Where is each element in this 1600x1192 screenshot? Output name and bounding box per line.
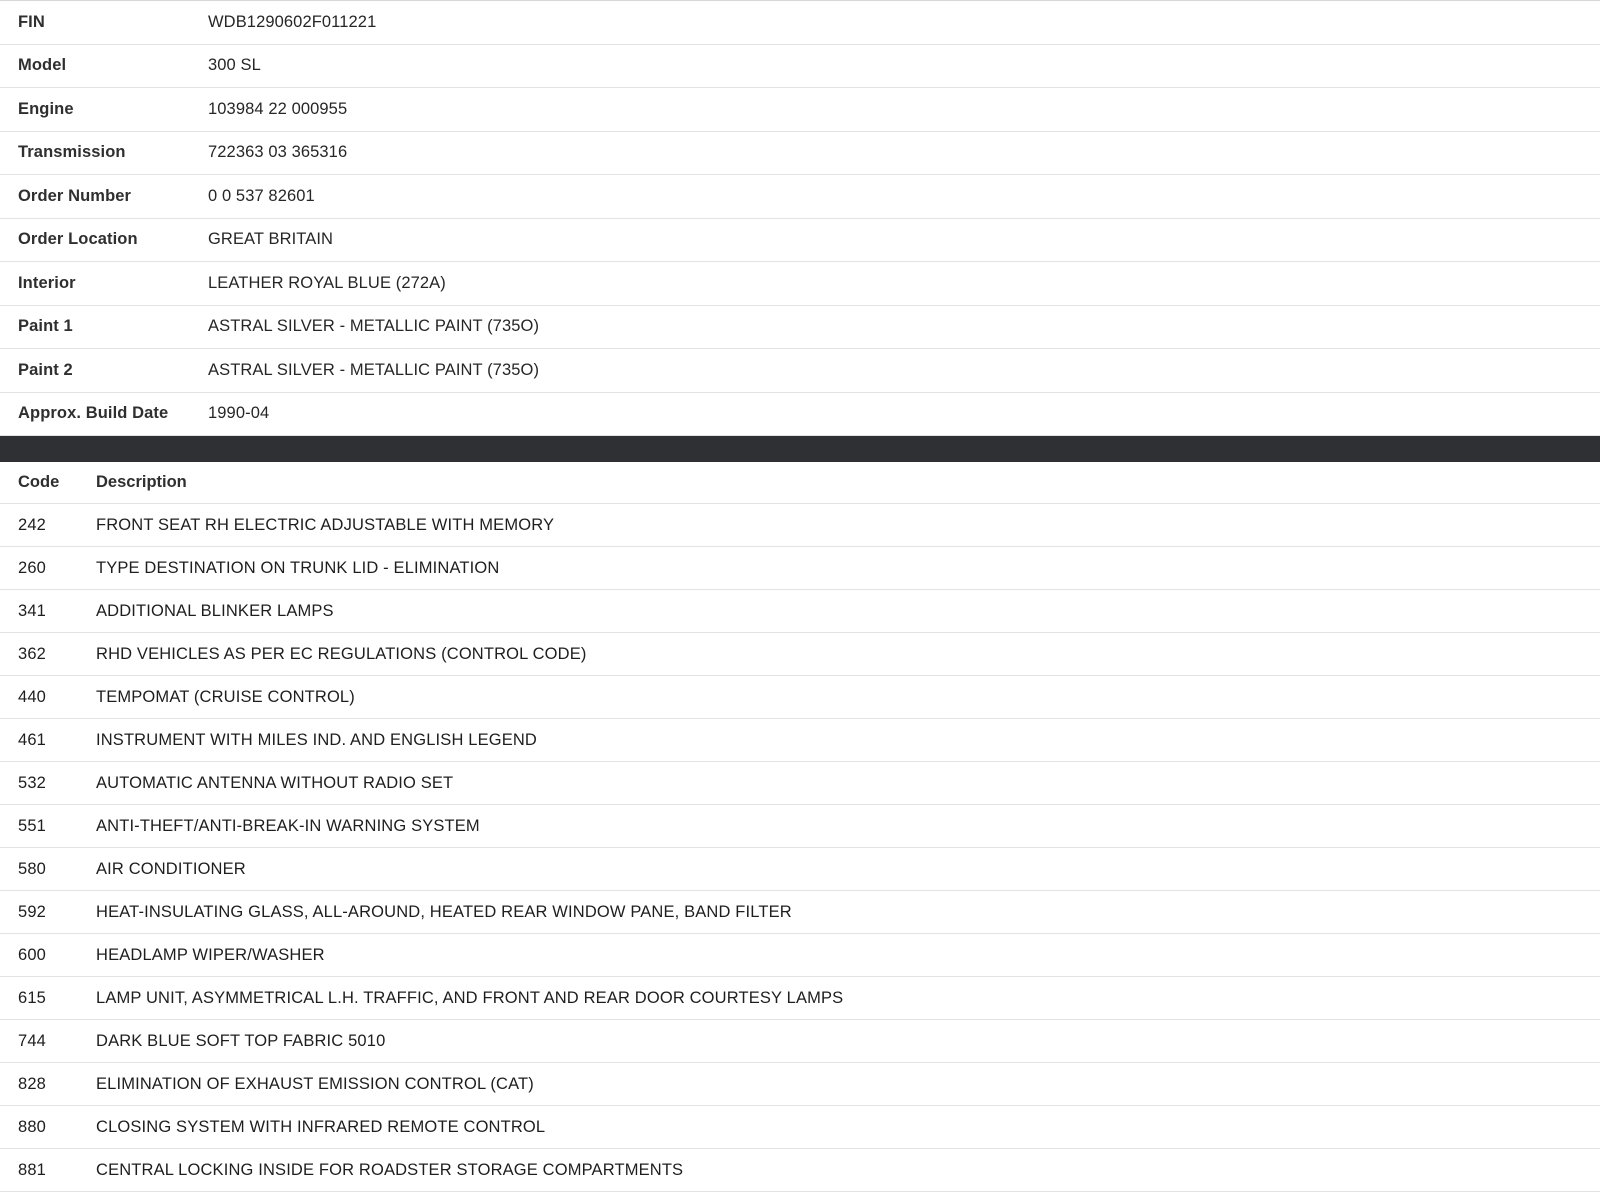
table-row [0,1106,1600,1149]
spec-value: ASTRAL SILVER - METALLIC PAINT (735O) [208,360,540,379]
table-row [0,392,1600,436]
column-header-code: Code [18,473,60,491]
table-row [0,633,1600,676]
option-code: 440 [18,687,46,706]
option-codes-header [0,462,1600,504]
option-code: 260 [18,558,46,577]
option-description: CLOSING SYSTEM WITH INFRARED REMOTE CONTROL [96,1117,546,1136]
option-code: 600 [18,945,46,964]
option-code: 551 [18,816,46,835]
spec-label: Paint 1 [18,317,73,336]
table-row [0,44,1600,88]
option-code: 880 [18,1117,46,1136]
table-row [0,175,1600,219]
option-code: 242 [18,515,46,534]
spec-value: GREAT BRITAIN [208,230,334,249]
option-description: ADDITIONAL BLINKER LAMPS [96,601,334,620]
option-description: HEADLAMP WIPER/WASHER [96,945,325,964]
option-description: ANTI-THEFT/ANTI-BREAK-IN WARNING SYSTEM [96,816,480,835]
table-row [0,547,1600,590]
vehicle-spec-table [0,0,1600,436]
table-row [0,891,1600,934]
table-row [0,131,1600,175]
option-description: HEAT-INSULATING GLASS, ALL-AROUND, HEATED REAR WINDOW PANE, BAND FILTER [96,902,792,921]
table-row [0,504,1600,547]
option-codes-body [0,504,1600,1192]
option-description: INSTRUMENT WITH MILES IND. AND ENGLISH LEGEND [96,730,538,749]
spec-label: Model [18,56,67,75]
table-row [0,762,1600,805]
spec-label: Order Location [18,230,138,249]
spec-value: 0 0 537 82601 [208,186,315,205]
spec-value: 103984 22 000955 [208,99,348,118]
table-row [0,262,1600,306]
spec-value: 722363 03 365316 [208,143,348,162]
spec-value: WDB1290602F011221 [208,12,377,31]
option-code: 580 [18,859,46,878]
vehicle-spec-body [0,1,1600,436]
option-codes-table [0,462,1600,1192]
table-row [0,590,1600,633]
table-header-row [0,462,1600,504]
table-row [0,88,1600,132]
spec-label: FIN [18,12,45,31]
option-description: ELIMINATION OF EXHAUST EMISSION CONTROL (CAT) [96,1074,534,1093]
option-code: 881 [18,1160,46,1179]
table-row [0,848,1600,891]
spec-label: Order Number [18,186,132,205]
option-code: 341 [18,601,46,620]
spec-value: LEATHER ROYAL BLUE (272A) [208,273,446,292]
table-row [0,719,1600,762]
option-description: CENTRAL LOCKING INSIDE FOR ROADSTER STORAGE COMPARTMENTS [96,1160,684,1179]
table-row [0,1020,1600,1063]
spec-value: ASTRAL SILVER - METALLIC PAINT (735O) [208,317,540,336]
option-code: 532 [18,773,46,792]
column-header-description: Description [96,473,187,491]
spec-value: 1990-04 [208,404,270,423]
table-row [0,1,1600,45]
spec-label: Transmission [18,143,126,162]
table-row [0,349,1600,393]
section-divider [0,436,1600,462]
spec-label: Approx. Build Date [18,404,169,423]
option-description: RHD VEHICLES AS PER EC REGULATIONS (CONTROL CODE) [96,644,587,663]
option-description: LAMP UNIT, ASYMMETRICAL L.H. TRAFFIC, AND FRONT AND REAR DOOR COURTESY LAMPS [96,988,844,1007]
table-row [0,218,1600,262]
table-row [0,934,1600,977]
spec-label: Interior [18,273,76,292]
table-row [0,977,1600,1020]
table-row [0,676,1600,719]
spec-label: Paint 2 [18,360,73,379]
option-description: DARK BLUE SOFT TOP FABRIC 5010 [96,1031,386,1050]
option-code: 592 [18,902,46,921]
table-row [0,1149,1600,1192]
spec-value: 300 SL [208,56,261,75]
option-code: 461 [18,730,46,749]
table-row [0,305,1600,349]
spec-label: Engine [18,99,74,118]
option-description: AUTOMATIC ANTENNA WITHOUT RADIO SET [96,773,454,792]
option-code: 362 [18,644,46,663]
option-description: FRONT SEAT RH ELECTRIC ADJUSTABLE WITH MEMORY [96,515,555,534]
option-description: TEMPOMAT (CRUISE CONTROL) [96,687,355,706]
option-code: 744 [18,1031,46,1050]
option-description: TYPE DESTINATION ON TRUNK LID - ELIMINATION [96,558,500,577]
option-description: AIR CONDITIONER [96,859,246,878]
table-row [0,1063,1600,1106]
option-code: 615 [18,988,46,1007]
option-code: 828 [18,1074,46,1093]
table-row [0,805,1600,848]
